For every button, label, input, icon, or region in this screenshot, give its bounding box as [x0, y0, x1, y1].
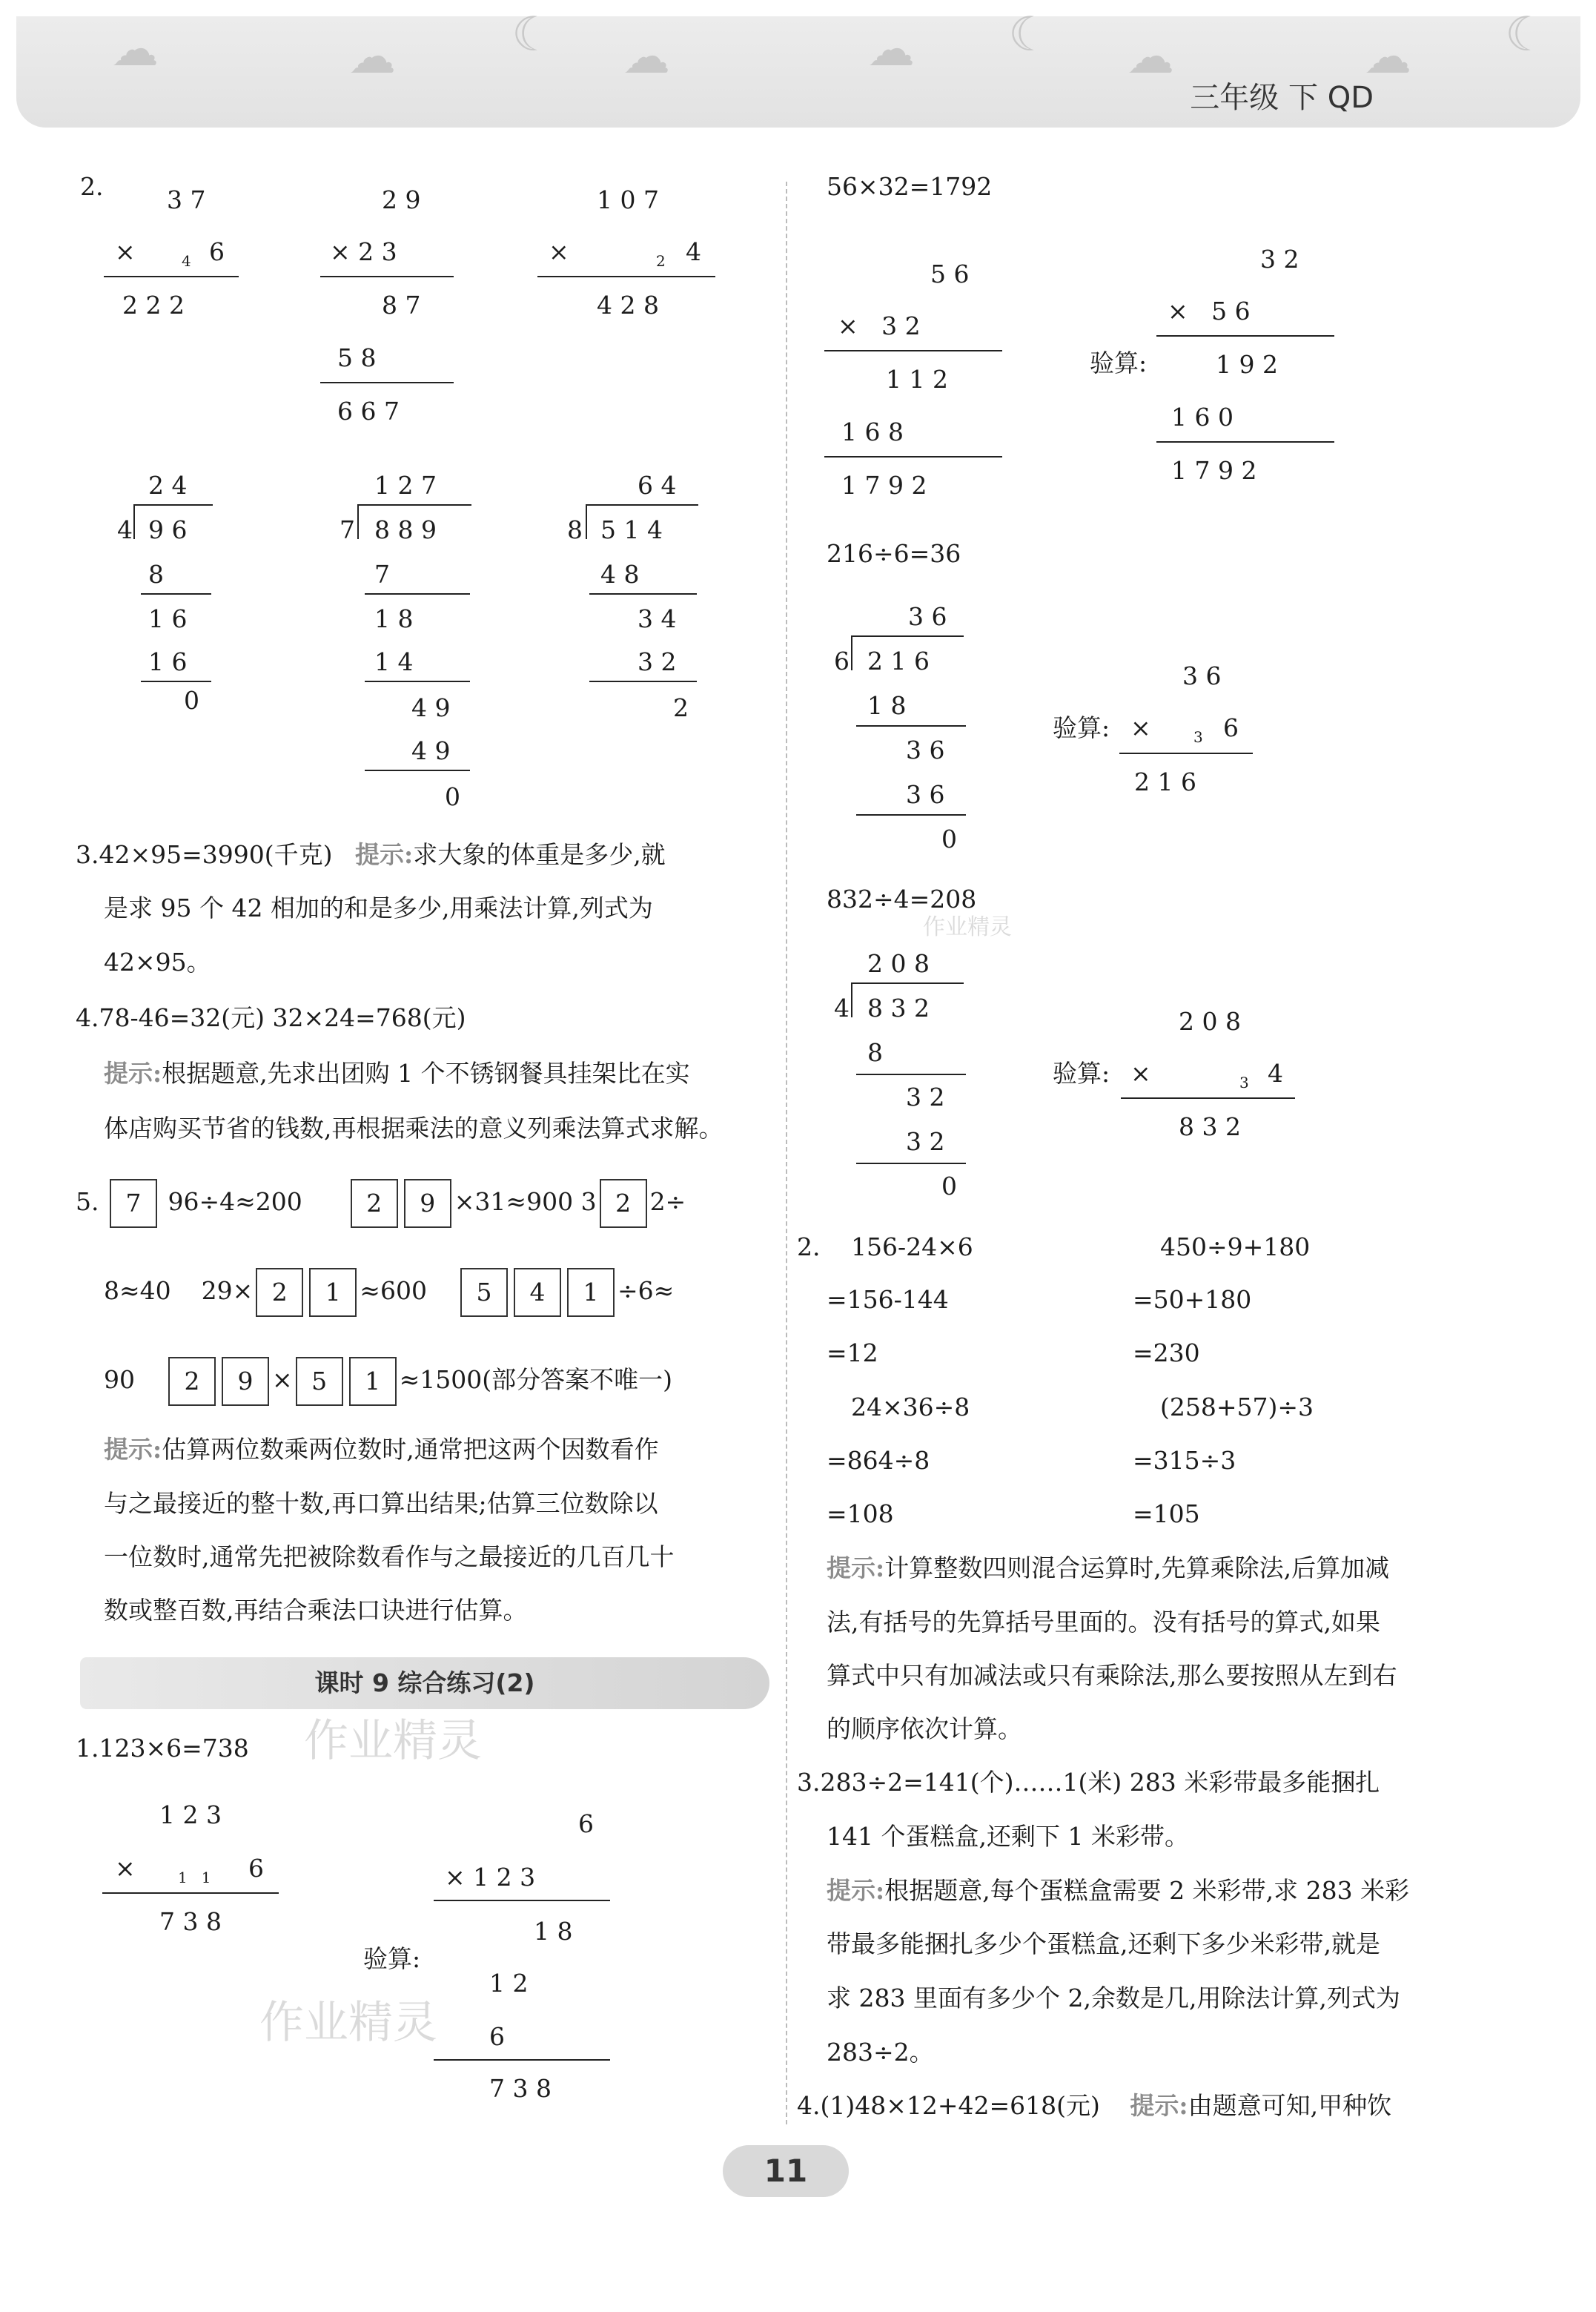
hint-text: 根据题意,先求出团购 1 个不锈钢餐具挂架比在实 — [162, 1059, 690, 1088]
times-sign: × — [549, 237, 569, 266]
digit-row: 3 6 — [1182, 661, 1222, 690]
digit-row: 7 — [374, 560, 390, 589]
hint-line — [104, 1435, 659, 1464]
digit-row: 3 6 — [908, 602, 947, 631]
digit-row: 1 7 9 2 — [841, 471, 927, 500]
digit-row: 3 6 — [906, 780, 945, 809]
digit-row: 4 — [686, 237, 701, 266]
digit-row: 1 8 — [374, 604, 414, 633]
answer-text: 4.(1)48×12+42=618(元) — [797, 2091, 1100, 2120]
answer-line: 56×32=1792 — [827, 172, 993, 201]
check-label: 验算: — [363, 1944, 421, 1973]
rule-line — [856, 1163, 966, 1164]
answer-box: 5 — [296, 1357, 343, 1406]
moon-icon: ☾ — [511, 7, 554, 62]
hint-line — [104, 1059, 690, 1089]
answer-text: 3.42×95=3990(千克) — [76, 840, 333, 869]
hint-line — [827, 1876, 1409, 1906]
estimate-text: 29× — [201, 1276, 254, 1305]
rule-line — [589, 593, 697, 595]
rule-line — [824, 456, 1002, 458]
digit-row: 8 8 9 — [374, 515, 437, 544]
rule-line — [141, 593, 211, 595]
digit-row: 1 9 2 — [1216, 350, 1278, 379]
answer-line: 832÷4=208 — [827, 885, 977, 914]
moon-icon: ☾ — [1008, 7, 1051, 62]
digit-row: 8 — [867, 1038, 883, 1067]
digit-row: 1 2 7 — [374, 471, 437, 500]
cloud-icon: ☁ — [867, 22, 915, 77]
section-title: 课时 9 综合练习(2) — [80, 1657, 769, 1709]
divisor: 6 — [834, 647, 850, 676]
digit-row: 4 9 — [411, 693, 451, 722]
digit-row: 1 8 — [867, 691, 907, 720]
carry-digit: 3 — [1239, 1074, 1249, 1091]
rule-line — [434, 1900, 610, 1901]
answer-line: 1.123×6=738 — [76, 1734, 249, 1763]
rule-line — [856, 725, 966, 727]
digit-row: 3 2 — [906, 1127, 945, 1156]
digit-row: 1 4 — [374, 647, 414, 676]
grade-label: 三年级 下 QD — [1190, 81, 1374, 115]
digit-row: 5 8 — [337, 343, 377, 372]
check-label: 验算: — [1053, 713, 1110, 742]
estimate-text: 96÷4≈200 — [168, 1187, 302, 1216]
equation-line: =50+180 — [1133, 1285, 1252, 1314]
answer-line — [797, 2091, 1391, 2121]
digit-row: 7 3 8 — [159, 1907, 222, 1936]
hint-label: 提示: — [827, 1876, 885, 1905]
digit-row: 3 2 — [638, 647, 677, 676]
answer-line: 141 个蛋糕盒,还剩下 1 米彩带。 — [827, 1822, 1189, 1851]
equation-line: 450÷9+180 — [1160, 1232, 1311, 1261]
rule-line — [1119, 753, 1253, 754]
rule-line — [1156, 335, 1334, 337]
question-label: 2. — [80, 172, 104, 201]
digit-row: 4 8 — [600, 560, 640, 589]
digit-row: 6 — [209, 237, 225, 266]
estimate-text: ≈600 — [360, 1276, 427, 1305]
digit-row: 8 3 2 — [1179, 1112, 1241, 1141]
rule-line — [365, 770, 470, 771]
rule-line — [320, 276, 454, 277]
times-sign: × — [115, 237, 136, 266]
digit-row: 5 1 4 — [600, 515, 663, 544]
divisor: 8 — [567, 515, 583, 544]
answer-line — [76, 840, 666, 870]
answer-line: 3.283÷2=141(个)……1(米) 283 米彩带最多能捆扎 — [797, 1768, 1380, 1797]
check-label: 验算: — [1090, 349, 1148, 377]
digit-row: 3 7 — [167, 185, 206, 214]
answer-box: 2 — [600, 1179, 647, 1228]
estimate-row — [76, 1179, 686, 1228]
divisor: 4 — [834, 994, 850, 1023]
estimate-row — [104, 1357, 672, 1406]
rule-line — [365, 593, 470, 595]
hint-label: 提示: — [104, 1435, 162, 1464]
estimate-text: 90 — [104, 1365, 135, 1394]
answer-box: 7 — [110, 1179, 157, 1228]
hint-line: 数或整百数,再结合乘法口诀进行估算。 — [104, 1596, 528, 1625]
hint-text: 计算整数四则混合运算时,先算乘除法,后算加减 — [884, 1553, 1390, 1582]
moon-icon: ☾ — [1505, 7, 1548, 62]
carry-digit: 2 — [656, 252, 666, 270]
carry-digit: 1 1 — [178, 1869, 211, 1886]
digit-row: 1 6 8 — [841, 417, 904, 446]
estimate-text: ≈1500(部分答案不唯一) — [399, 1365, 673, 1394]
answer-line: 42×95。 — [104, 948, 211, 977]
digit-row: 8 — [148, 560, 164, 589]
watermark: 作业精灵 — [923, 914, 1012, 940]
answer-box: 1 — [349, 1357, 397, 1406]
answer-box: 9 — [404, 1179, 451, 1228]
column-divider — [786, 182, 787, 2124]
digit-row: 6 6 7 — [337, 397, 400, 426]
digit-row: 3 6 — [906, 736, 945, 764]
watermark: 作业精灵 — [259, 1997, 437, 2049]
rule-line — [434, 2059, 610, 2061]
digit-row: 0 — [941, 825, 957, 853]
answer-box: 5 — [460, 1268, 508, 1317]
digit-row: 2 9 — [382, 185, 421, 214]
estimate-text: 8≈40 — [104, 1276, 171, 1305]
hint-line — [827, 1553, 1389, 1583]
digit-row: 4 9 — [411, 736, 451, 765]
times-sign: × — [1130, 713, 1151, 742]
rule-line — [824, 350, 1002, 351]
rule-line — [104, 276, 239, 277]
answer-box: 2 — [168, 1357, 216, 1406]
answer-box: 2 — [256, 1268, 303, 1317]
estimate-text: ×31≈900 — [454, 1187, 574, 1216]
equation-line: =156-144 — [827, 1285, 949, 1314]
hint-line: 算式中只有加减法或只有乘除法,那么要按照从左到右 — [827, 1661, 1397, 1690]
digit-row: 6 — [1223, 713, 1239, 742]
digit-row: 1 6 — [148, 604, 188, 633]
digit-row: 9 6 — [148, 515, 188, 544]
hint-label: 提示: — [355, 840, 414, 869]
rule-line — [102, 1892, 279, 1894]
digit-row: 1 1 2 — [886, 365, 948, 394]
hint-label: 提示: — [104, 1059, 162, 1088]
digit-row: 1 6 — [148, 647, 188, 676]
digit-row: 4 — [1268, 1059, 1283, 1088]
answer-box: 2 — [351, 1179, 398, 1228]
cloud-icon: ☁ — [623, 30, 670, 85]
estimate-text: × — [272, 1365, 293, 1394]
rule-line — [1156, 441, 1334, 443]
hint-line: 一位数时,通常先把被除数看作与之最接近的几百几十 — [104, 1542, 675, 1571]
digit-row: 3 2 — [1260, 245, 1299, 274]
watermark: 作业精灵 — [304, 1715, 482, 1767]
rule-line — [856, 814, 966, 816]
rule-line — [537, 276, 715, 277]
divisor: 7 — [340, 515, 355, 544]
carry-digit: 4 — [182, 252, 191, 270]
equation-line: (258+57)÷3 — [1160, 1393, 1314, 1421]
answer-box: 9 — [222, 1357, 269, 1406]
digit-row: 0 — [445, 782, 460, 811]
digit-row: 2 0 8 — [867, 949, 930, 978]
digit-row: 5 6 — [930, 260, 970, 288]
estimate-row — [104, 1268, 674, 1317]
equation-line: =230 — [1133, 1338, 1200, 1367]
check-label: 验算: — [1053, 1059, 1110, 1088]
answer-box: 1 — [567, 1268, 615, 1317]
rule-line — [365, 681, 470, 682]
hint-line: 与之最接近的整十数,再口算出结果;估算三位数除以 — [104, 1489, 658, 1518]
digit-row: 2 — [673, 693, 689, 722]
hint-line: 求 283 里面有多少个 2,余数是几,用除法计算,列式为 — [827, 1984, 1400, 2012]
rule-line — [856, 1074, 966, 1075]
digit-row: 3 2 — [906, 1083, 945, 1112]
digit-row: 8 3 2 — [867, 994, 930, 1023]
answer-line: 4.78-46=32(元) 32×24=768(元) — [76, 1003, 466, 1032]
cloud-icon: ☁ — [111, 22, 159, 77]
digit-row: 6 4 — [638, 471, 677, 500]
cloud-icon: ☁ — [1364, 30, 1411, 85]
equation-line: =105 — [1133, 1499, 1200, 1528]
digit-row: 0 — [184, 686, 199, 715]
digit-row: 1 2 3 — [159, 1800, 222, 1829]
digit-row: 4 2 8 — [597, 291, 659, 320]
cloud-icon: ☁ — [1127, 30, 1174, 85]
estimate-text: 3 — [580, 1187, 597, 1216]
equation-line: =315÷3 — [1133, 1446, 1236, 1475]
estimate-text: 2÷ — [649, 1187, 686, 1216]
digit-row: 6 — [489, 2022, 505, 2051]
digit-row: 1 2 — [489, 1969, 529, 1998]
digit-row: 7 3 8 — [489, 2074, 552, 2103]
times-sign: × — [1130, 1059, 1151, 1088]
digit-row: 6 — [578, 1809, 594, 1838]
digit-row: 3 4 — [638, 604, 677, 633]
digit-row: 2 1 6 — [867, 647, 930, 676]
hint-text: 求大象的体重是多少,就 — [413, 840, 666, 869]
hint-line: 的顺序依次计算。 — [827, 1714, 1022, 1743]
digit-row: × 2 3 — [330, 237, 397, 266]
digit-row: 2 2 2 — [122, 291, 185, 320]
hint-text: 根据题意,每个蛋糕盒需要 2 米彩带,求 283 米彩 — [884, 1876, 1410, 1905]
digit-row: 1 0 7 — [597, 185, 659, 214]
hint-line: 法,有括号的先算括号里面的。没有括号的算式,如果 — [827, 1608, 1380, 1636]
cloud-icon: ☁ — [348, 30, 396, 85]
equation-line: 24×36÷8 — [851, 1393, 970, 1421]
hint-line: 带最多能捆扎多少个蛋糕盒,还剩下多少米彩带,就是 — [827, 1929, 1380, 1958]
digit-row: 0 — [941, 1172, 957, 1200]
rule-line — [589, 681, 697, 682]
rule-line — [1121, 1097, 1295, 1099]
hint-label: 提示: — [1130, 2091, 1188, 2120]
digit-row: 1 8 — [534, 1917, 573, 1946]
carry-digit: 3 — [1193, 728, 1203, 746]
answer-box: 4 — [514, 1268, 561, 1317]
digit-row: × 1 2 3 — [445, 1863, 536, 1892]
hint-text: 估算两位数乘两位数时,通常把这两个因数看作 — [162, 1435, 659, 1464]
digit-row: 2 0 8 — [1179, 1007, 1241, 1036]
hint-line: 体店购买节省的钱数,再根据乘法的意义列乘法算式求解。 — [104, 1114, 724, 1143]
answer-box: 1 — [309, 1268, 357, 1317]
question-label: 5. — [76, 1187, 99, 1216]
question-label: 2. — [797, 1232, 821, 1261]
digit-row: 8 7 — [382, 291, 421, 320]
digit-row: 1 6 0 — [1171, 403, 1234, 432]
digit-row: 1 7 9 2 — [1171, 456, 1257, 485]
equation-line: 156-24×6 — [851, 1232, 973, 1261]
digit-row: × 5 6 — [1168, 297, 1251, 326]
equation-line: =12 — [827, 1338, 878, 1367]
hint-line: 283÷2。 — [827, 2038, 934, 2067]
digit-row: × 3 2 — [838, 311, 921, 340]
digit-row: 2 4 — [148, 471, 188, 500]
equation-line: =864÷8 — [827, 1446, 930, 1475]
digit-row: 6 — [248, 1854, 264, 1883]
answer-line: 216÷6=36 — [827, 539, 961, 568]
digit-row: 2 1 6 — [1134, 767, 1196, 796]
hint-text: 由题意可知,甲种饮 — [1188, 2091, 1392, 2120]
page-number: 11 — [723, 2145, 849, 2197]
times-sign: × — [115, 1854, 136, 1883]
divisor: 4 — [117, 515, 133, 544]
rule-line — [320, 382, 454, 383]
hint-label: 提示: — [827, 1553, 885, 1582]
equation-line: =108 — [827, 1499, 894, 1528]
estimate-text: ÷6≈ — [617, 1276, 675, 1305]
answer-line: 是求 95 个 42 相加的和是多少,用乘法计算,列式为 — [104, 894, 653, 922]
rule-line — [141, 681, 211, 682]
